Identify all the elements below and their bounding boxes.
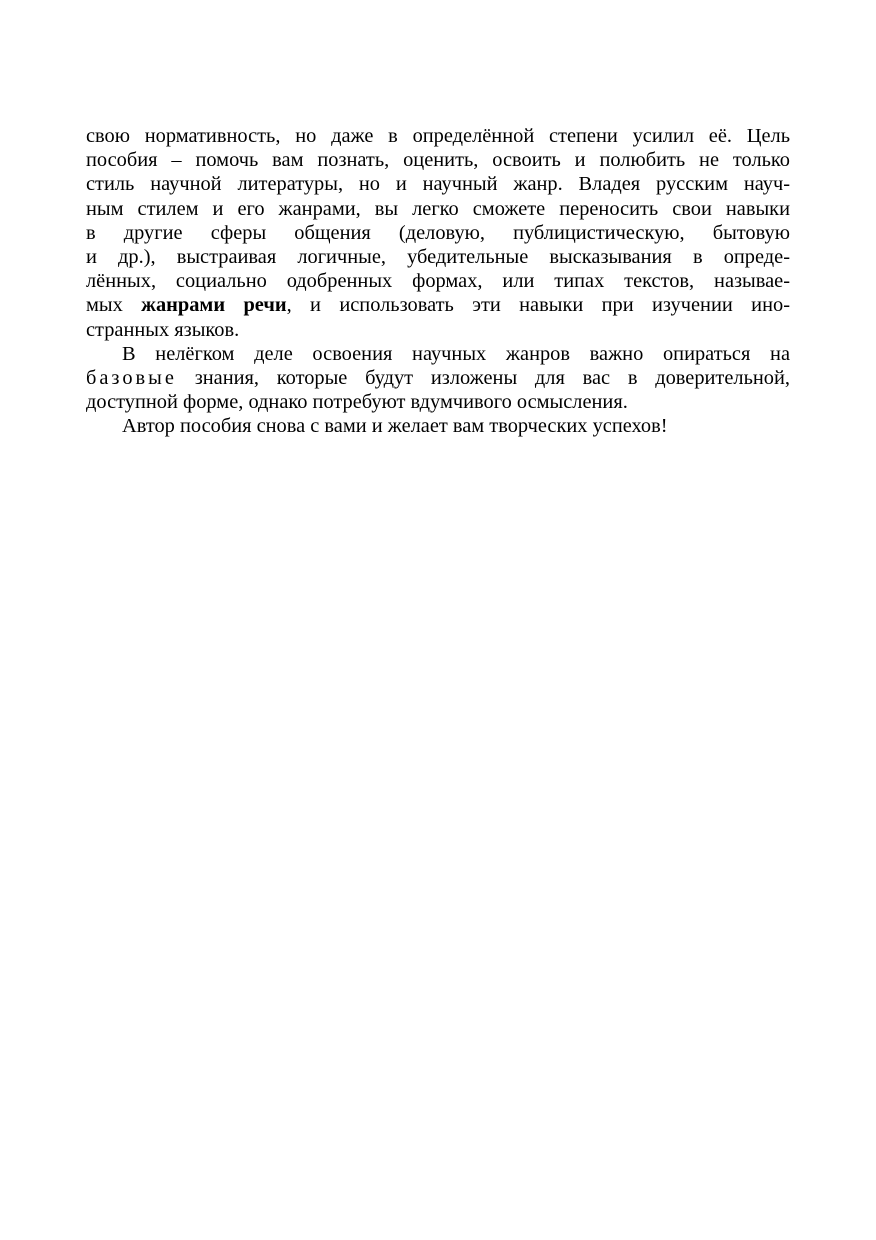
text-line: В нелёгком деле освоения научных жанров важно опираться на — [122, 342, 790, 365]
text-line: свою нормативность, но даже в определённой степени усилил её. Цель — [86, 125, 790, 147]
text-line: лённых, социально одобренных формах, или типах текстов, называе- — [86, 270, 790, 293]
text-line: и др.), выстраивая логичные, убедительные высказывания в опреде- — [86, 246, 790, 269]
bold-term: жанрами речи — [141, 294, 287, 317]
text-line: доступной форме, однако потребуют вдумчивого осмысления. — [86, 391, 628, 414]
paragraph-1 — [86, 124, 790, 342]
text-line: Автор пособия снова с вами и желает вам творческих успехов! — [122, 415, 668, 438]
spaced-term: базовые — [86, 367, 177, 390]
text-line: пособия – помочь вам познать, оценить, освоить и полюбить не только — [86, 149, 790, 172]
text-line: мых жанрами речи, и использовать эти навыки при изучении ино- — [86, 294, 790, 317]
paragraph-3 — [86, 414, 790, 438]
text-line: странных языков. — [86, 318, 240, 341]
document-page — [86, 124, 790, 439]
paragraph-2 — [86, 342, 790, 415]
text-line: ным стилем и его жанрами, вы легко сможете переносить свои навыки — [86, 197, 790, 220]
text-line: в другие сферы общения (деловую, публицистическую, бытовую — [86, 221, 790, 244]
text-line: стиль научной литературы, но и научный жанр. Владея русским науч- — [86, 173, 790, 196]
text-line: базовые знания, которые будут изложены для вас в доверительной, — [86, 367, 790, 390]
